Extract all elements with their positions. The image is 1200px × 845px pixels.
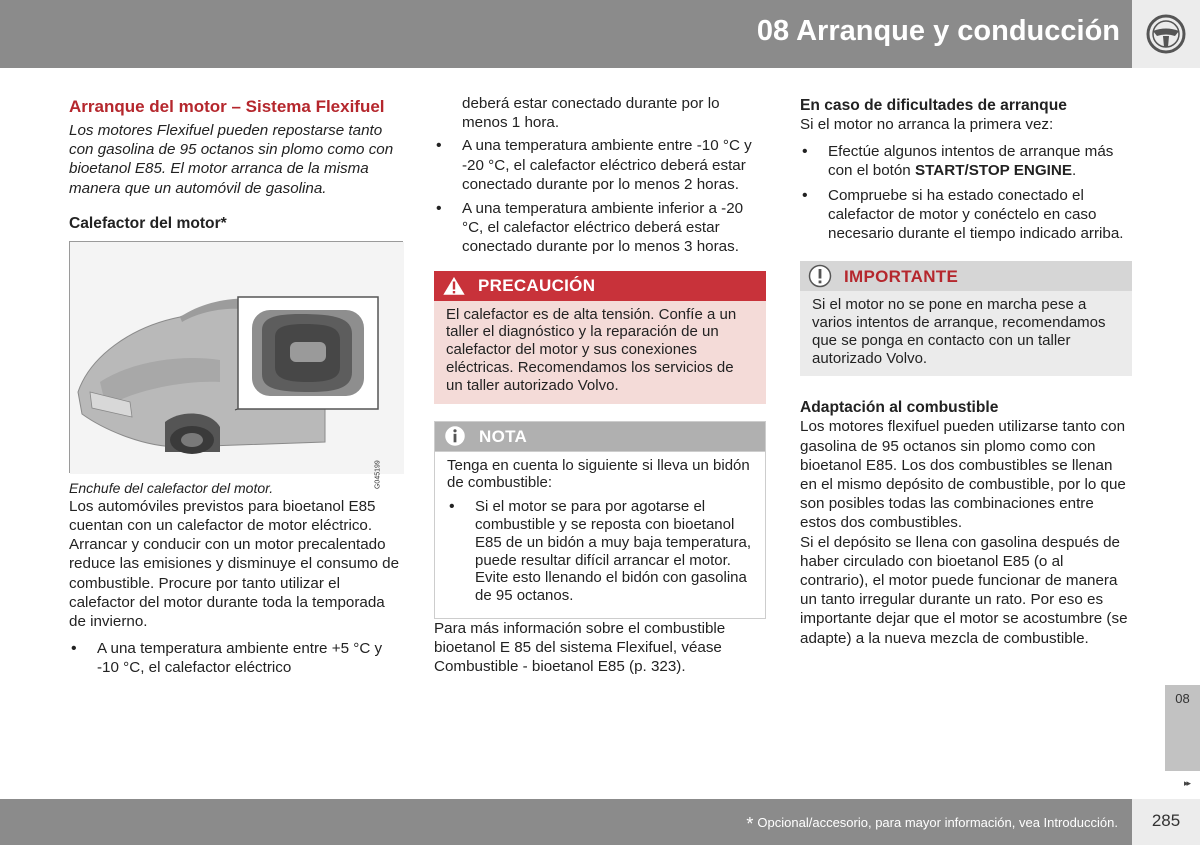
next-page-arrows-icon: ▸▸ — [1184, 778, 1190, 788]
footer-star: * — [746, 814, 754, 834]
chapter-title: 08 Arranque y conducción — [756, 15, 1120, 47]
bullet-list-temps-1 — [69, 639, 403, 677]
more-info-text: Para más información sobre el combustible bioetanol E 85 del sistema Flexifuel, véase Combustible - bioetanol E85 (p. 323). — [434, 619, 726, 676]
steering-wheel-icon — [1145, 13, 1187, 55]
note-header — [435, 422, 765, 452]
warning-text: El calefactor es de alta tensión. Confíe a un taller el diagnóstico y la reparación de un calefactor del motor y sus conexiones eléctricas. Recomendamos los servicios de un taller autorizado Volvo. — [434, 301, 766, 404]
warning-triangle-icon — [440, 274, 468, 298]
bullet-list-start — [800, 142, 1132, 243]
note-body — [435, 452, 765, 618]
footer-note-text: Opcional/accesorio, para mayor información, vea Introducción. — [757, 815, 1118, 830]
important-title: IMPORTANTE — [844, 266, 959, 286]
bullet-text-end: . — [1071, 162, 1077, 180]
heading-starting-difficulties: En caso de dificultades de arranque — [800, 97, 1067, 114]
chapter-header — [0, 0, 1132, 68]
note-title: NOTA — [479, 426, 528, 446]
important-box — [800, 261, 1132, 376]
list-item — [800, 142, 1132, 180]
column-left — [69, 94, 403, 683]
bullet-list-temps-2 — [434, 136, 766, 256]
list-item: • Si el motor se para por agotarse el combustible y se reposta con bioetanol E85 de un bidón a muy baja temperatura, puede resultar difícil arrancar el motor. Evite esto llenando el bidón con gasolina de 95 octanos. — [447, 498, 753, 605]
footer-note — [746, 814, 1118, 835]
bullet-text: Efectúe algunos intentos de arranque más con el botón — [828, 143, 1114, 180]
figure-code: G045199 — [374, 459, 382, 489]
figure-caption: Enchufe del calefactor del motor. — [69, 479, 274, 496]
bullet-continuation: deberá estar conectado durante por lo menos 1 hora. — [462, 95, 720, 132]
column-middle — [434, 94, 766, 677]
note-box — [434, 421, 766, 619]
page-footer — [0, 799, 1132, 845]
important-header — [800, 261, 1132, 291]
list-item: • A una temperatura ambiente entre +5 °C y -10 °C, el calefactor eléctrico — [69, 639, 403, 677]
intro-text: Los motores Flexifuel pueden repostarse tanto con gasolina de 95 octanos sin plomo como con bioetanol E85. El motor arranca de la misma manera que un automóvil de gasolina. — [69, 122, 394, 197]
page-number: 285 — [1151, 811, 1181, 830]
note-text: Tenga en cuenta lo siguiente si lleva un bidón de combustible: — [447, 456, 750, 492]
chapter-side-tab — [1165, 685, 1200, 771]
paragraph-fuel-2: Si el depósito se llena con gasolina después de haber circulado con bioetanol E85 (o al contrario), el motor puede funcionar de manera un tanto irregular durante un rato. Por eso es importante dejar que el motor se acostumbre (se adapte) a la nueva mezcla de combustible. — [800, 533, 1128, 647]
chapter-tab-label: 08 — [1175, 691, 1190, 706]
start-stop-engine-label: START/STOP ENGINE — [914, 162, 1072, 180]
list-item: • A una temperatura ambiente inferior a -20 °C, el calefactor eléctrico deberá estar conectado durante por lo menos 3 horas. — [434, 199, 766, 257]
starting-intro: Si el motor no arranca la primera vez: — [800, 116, 1054, 133]
paragraph-heater: Los automóviles previstos para bioetanol E85 cuentan con un calefactor de motor eléctrico. Arrancar y conducir con un motor precalentado reduce las emisiones y disminuye el consumo de combustible. Procure por tanto utilizar el calefactor del motor durante toda la temporada de invierno. — [69, 497, 400, 631]
warning-header — [434, 271, 766, 301]
list-item: • A una temperatura ambiente entre -10 °C y -20 °C, el calefactor eléctrico deberá estar conectado durante por lo menos 2 horas. — [434, 136, 766, 194]
car-illustration — [70, 242, 404, 474]
section-heading-flexifuel: Arranque del motor – Sistema Flexifuel — [69, 97, 385, 116]
column-right — [800, 96, 1132, 648]
note-bullet-list — [447, 498, 753, 605]
warning-title: PRECAUCIÓN — [478, 276, 596, 296]
warning-box — [434, 271, 766, 404]
subheading-engine-heater: Calefactor del motor* — [69, 214, 227, 232]
exclamation-icon — [806, 264, 834, 288]
list-item: • Compruebe si ha estado conectado el calefactor de motor y conéctelo en caso necesario durante el tiempo indicado arriba. — [800, 186, 1132, 244]
important-text: Si el motor no se pone en marcha pese a varios intentos de arranque, recomendamos que se ponga en contacto con un taller autorizado Volvo. — [800, 291, 1132, 376]
page-number-box — [1132, 799, 1200, 845]
chapter-icon-box — [1132, 0, 1200, 68]
heading-fuel-adaptation: Adaptación al combustible — [800, 399, 999, 417]
info-icon — [441, 424, 469, 448]
paragraph-fuel-1: Los motores flexifuel pueden utilizarse tanto con gasolina de 95 octanos sin plomo como con bioetanol E85. Los dos combustibles se llenan en el mismo depósito de combustible, por lo que son posibles todas las combinaciones entre estos dos combustibles. — [800, 418, 1126, 532]
